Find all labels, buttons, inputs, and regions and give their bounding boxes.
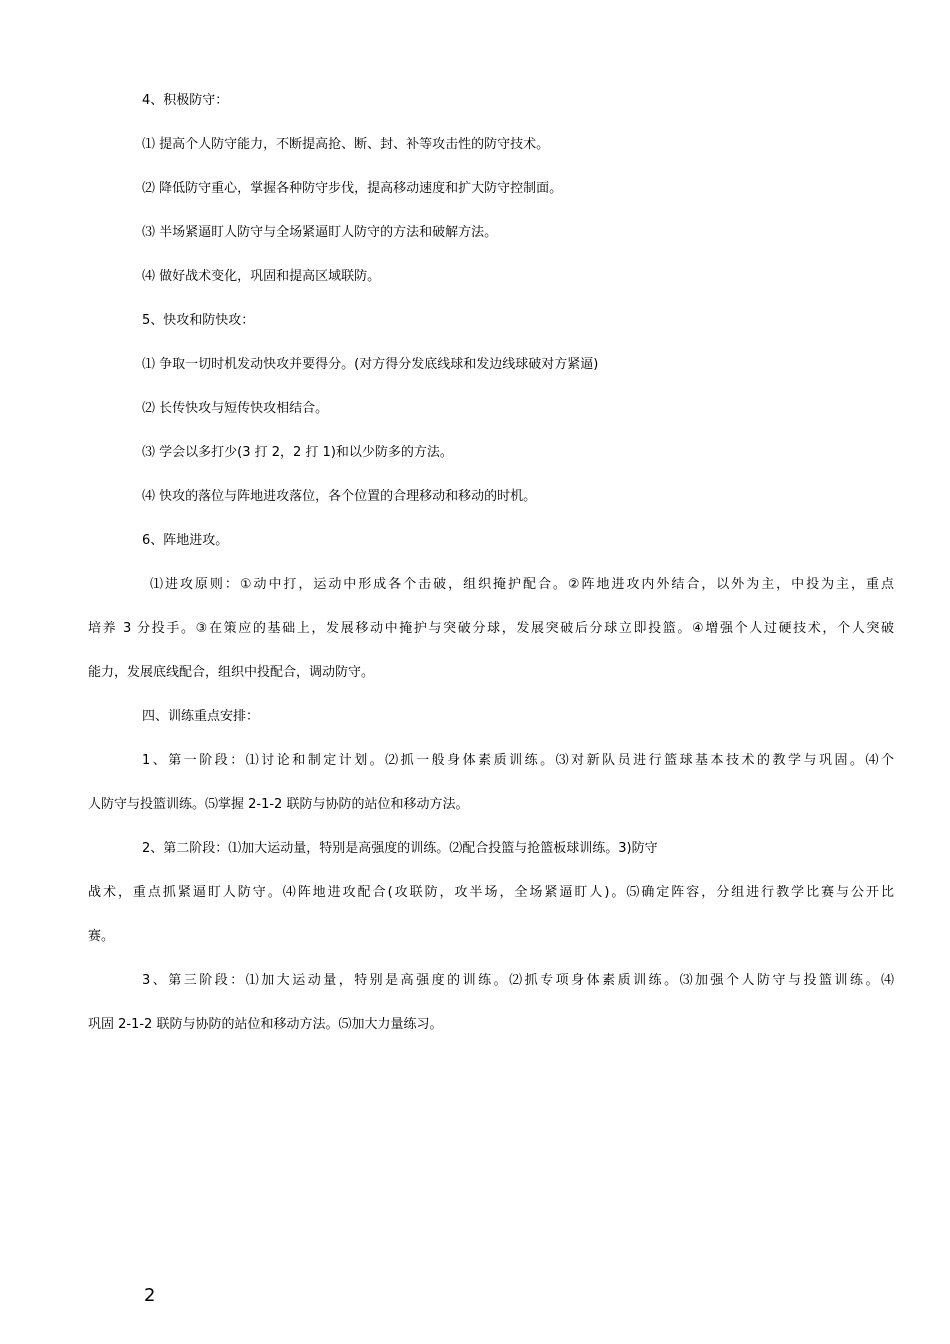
paragraph-line: ⑷ 快攻的落位与阵地进攻落位，各个位置的合理移动和移动的时机。 (142, 489, 537, 504)
paragraph-line: ⑵ 长传快攻与短传快攻相结合。 (142, 401, 329, 416)
paragraph-line: 能力，发展底线配合，组织中投配合，调动防守。 (88, 665, 375, 680)
paragraph-line: ⑴ 提高个人防守能力，不断提高抢、断、封、补等攻击性的防守技术。 (142, 137, 550, 152)
heading-training-focus: 四、训练重点安排： (142, 709, 260, 724)
heading-set-offense: 6、阵地进攻。 (142, 533, 229, 548)
paragraph-line: ⑶ 学会以多打少(3 打 2，2 打 1)和以少防多的方法。 (142, 445, 453, 460)
paragraph-line: ⑵ 降低防守重心，掌握各种防守步伐，提高移动速度和扩大防守控制面。 (142, 181, 563, 196)
heading-fast-break: 5、快攻和防快攻： (142, 313, 255, 328)
paragraph-line: 2、第二阶段：⑴加大运动量，特别是高强度的训练。⑵配合投篮与抢篮板球训练。3)防守 (142, 841, 658, 856)
paragraph-line: 赛。 (88, 929, 115, 944)
paragraph-line: 3、第三阶段：⑴加大运动量，特别是高强度的训练。⑵抓专项身体素质训练。⑶加强个人防守与投篮训练。⑷ (142, 973, 894, 988)
paragraph-line: 培养 3 分投手。③在策应的基础上，发展移动中掩护与突破分球，发展突破后分球立即投篮。④增强个人过硬技术，个人突破 (88, 621, 894, 636)
paragraph-line: 人防守与投篮训练。⑸掌握 2-1-2 联防与协防的站位和移动方法。 (88, 797, 469, 812)
heading-active-defense: 4、积极防守： (142, 93, 229, 108)
paragraph-line: 1、第一阶段：⑴讨论和制定计划。⑵抓一般身体素质训练。⑶对新队员进行篮球基本技术的教学与巩固。⑷个 (142, 753, 894, 768)
paragraph-line: 巩固 2-1-2 联防与协防的站位和移动方法。⑸加大力量练习。 (88, 1017, 443, 1032)
page-number: 2 (144, 1285, 156, 1306)
paragraph-line: ⑷ 做好战术变化，巩固和提高区域联防。 (142, 269, 381, 284)
paragraph-line: ⑶ 半场紧逼盯人防守与全场紧逼盯人防守的方法和破解方法。 (142, 225, 498, 240)
paragraph-line: ⑴ 争取一切时机发动快攻并要得分。(对方得分发底线球和发边线球破对方紧逼) (142, 357, 599, 372)
paragraph-line: 战术，重点抓紧逼盯人防守。⑷阵地进攻配合(攻联防，攻半场，全场紧逼盯人)。⑸确定阵容，分组进行教学比赛与公开比 (88, 885, 894, 900)
paragraph-line: ⑴进攻原则：①动中打，运动中形成各个击破，组织掩护配合。②阵地进攻内外结合，以外为主，中投为主，重点 (150, 577, 894, 592)
